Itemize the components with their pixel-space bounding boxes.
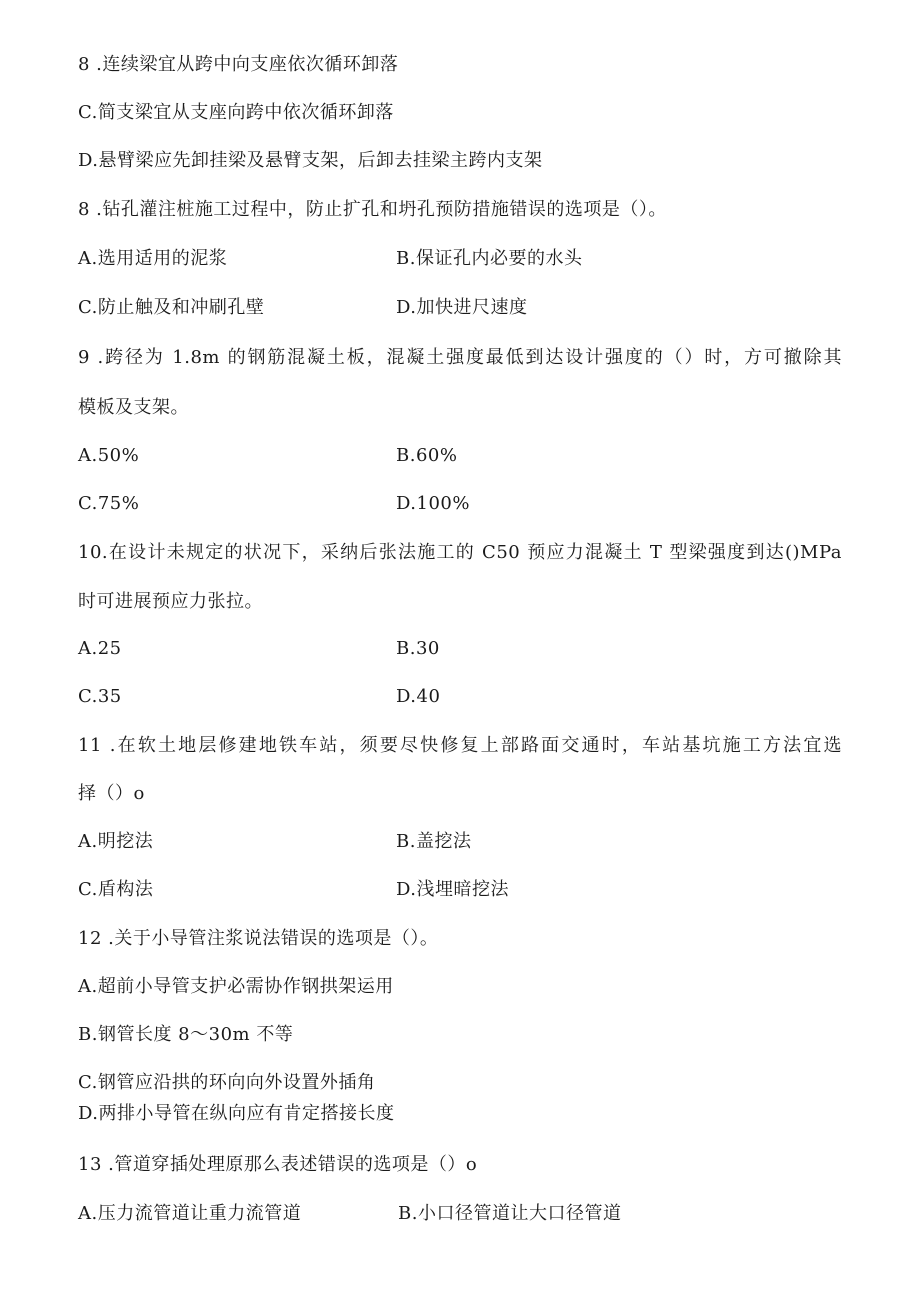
question-10: 10.在设计未规定的状况下，采纳后张法施工的 C50 预应力混凝土 T 型梁强度到达()MPa	[78, 542, 842, 563]
option-c: C.盾构法	[78, 879, 154, 900]
option-a: A.明挖法	[78, 831, 154, 852]
option-d: D.100%	[396, 493, 470, 514]
option-b: B.60%	[396, 445, 458, 466]
option-line: 8 .连续梁宜从跨中向支座依次循环卸落	[78, 54, 399, 75]
option-a: A.50%	[78, 445, 140, 466]
option-b: B.盖挖法	[396, 831, 472, 852]
option-a: A.选用适用的泥浆	[78, 248, 228, 269]
option-c: C.35	[78, 686, 122, 707]
option-a: A.25	[78, 638, 122, 659]
question-10-continued: 时可进展预应力张拉。	[78, 591, 263, 612]
option-d: D.40	[396, 686, 441, 707]
option-d: D.两排小导管在纵向应有肯定搭接长度	[78, 1103, 395, 1124]
option-c: C.钢管应沿拱的环向向外设置外插角	[78, 1072, 376, 1093]
option-line: C.简支梁宜从支座向跨中依次循环卸落	[78, 102, 394, 123]
option-line: D.悬臂梁应先卸挂梁及悬臂支架，后卸去挂梁主跨内支架	[78, 150, 543, 171]
option-b: B.保证孔内必要的水头	[396, 248, 583, 269]
option-c: C.75%	[78, 493, 140, 514]
option-d: D.加快进尺速度	[396, 297, 528, 318]
question-9: 9 .跨径为 1.8m 的钢筋混凝土板，混凝土强度最低到达设计强度的（）时，方可撤除其	[78, 347, 842, 368]
option-a: A.压力流管道让重力流管道	[78, 1203, 302, 1224]
question-8: 8 .钻孔灌注桩施工过程中，防止扩孔和坍孔预防措施错误的选项是（）。	[78, 199, 667, 220]
question-11: 11 .在软土地层修建地铁车站，须要尽快修复上部路面交通时，车站基坑施工方法宜选	[78, 735, 842, 756]
question-12: 12 .关于小导管注浆说法错误的选项是（）。	[78, 928, 439, 949]
option-b: B.30	[396, 638, 440, 659]
question-11-continued: 择（）o	[78, 783, 145, 804]
option-d: D.浅埋暗挖法	[396, 879, 510, 900]
question-13: 13 .管道穿插处理原那么表述错误的选项是（）o	[78, 1154, 478, 1175]
question-9-continued: 模板及支架。	[78, 397, 189, 418]
option-b: B.小口径管道让大口径管道	[398, 1203, 622, 1224]
option-a: A.超前小导管支护必需协作钢拱架运用	[78, 976, 394, 997]
option-c: C.防止触及和冲刷孔壁	[78, 297, 265, 318]
option-b: B.钢管长度 8～30m 不等	[78, 1024, 294, 1045]
